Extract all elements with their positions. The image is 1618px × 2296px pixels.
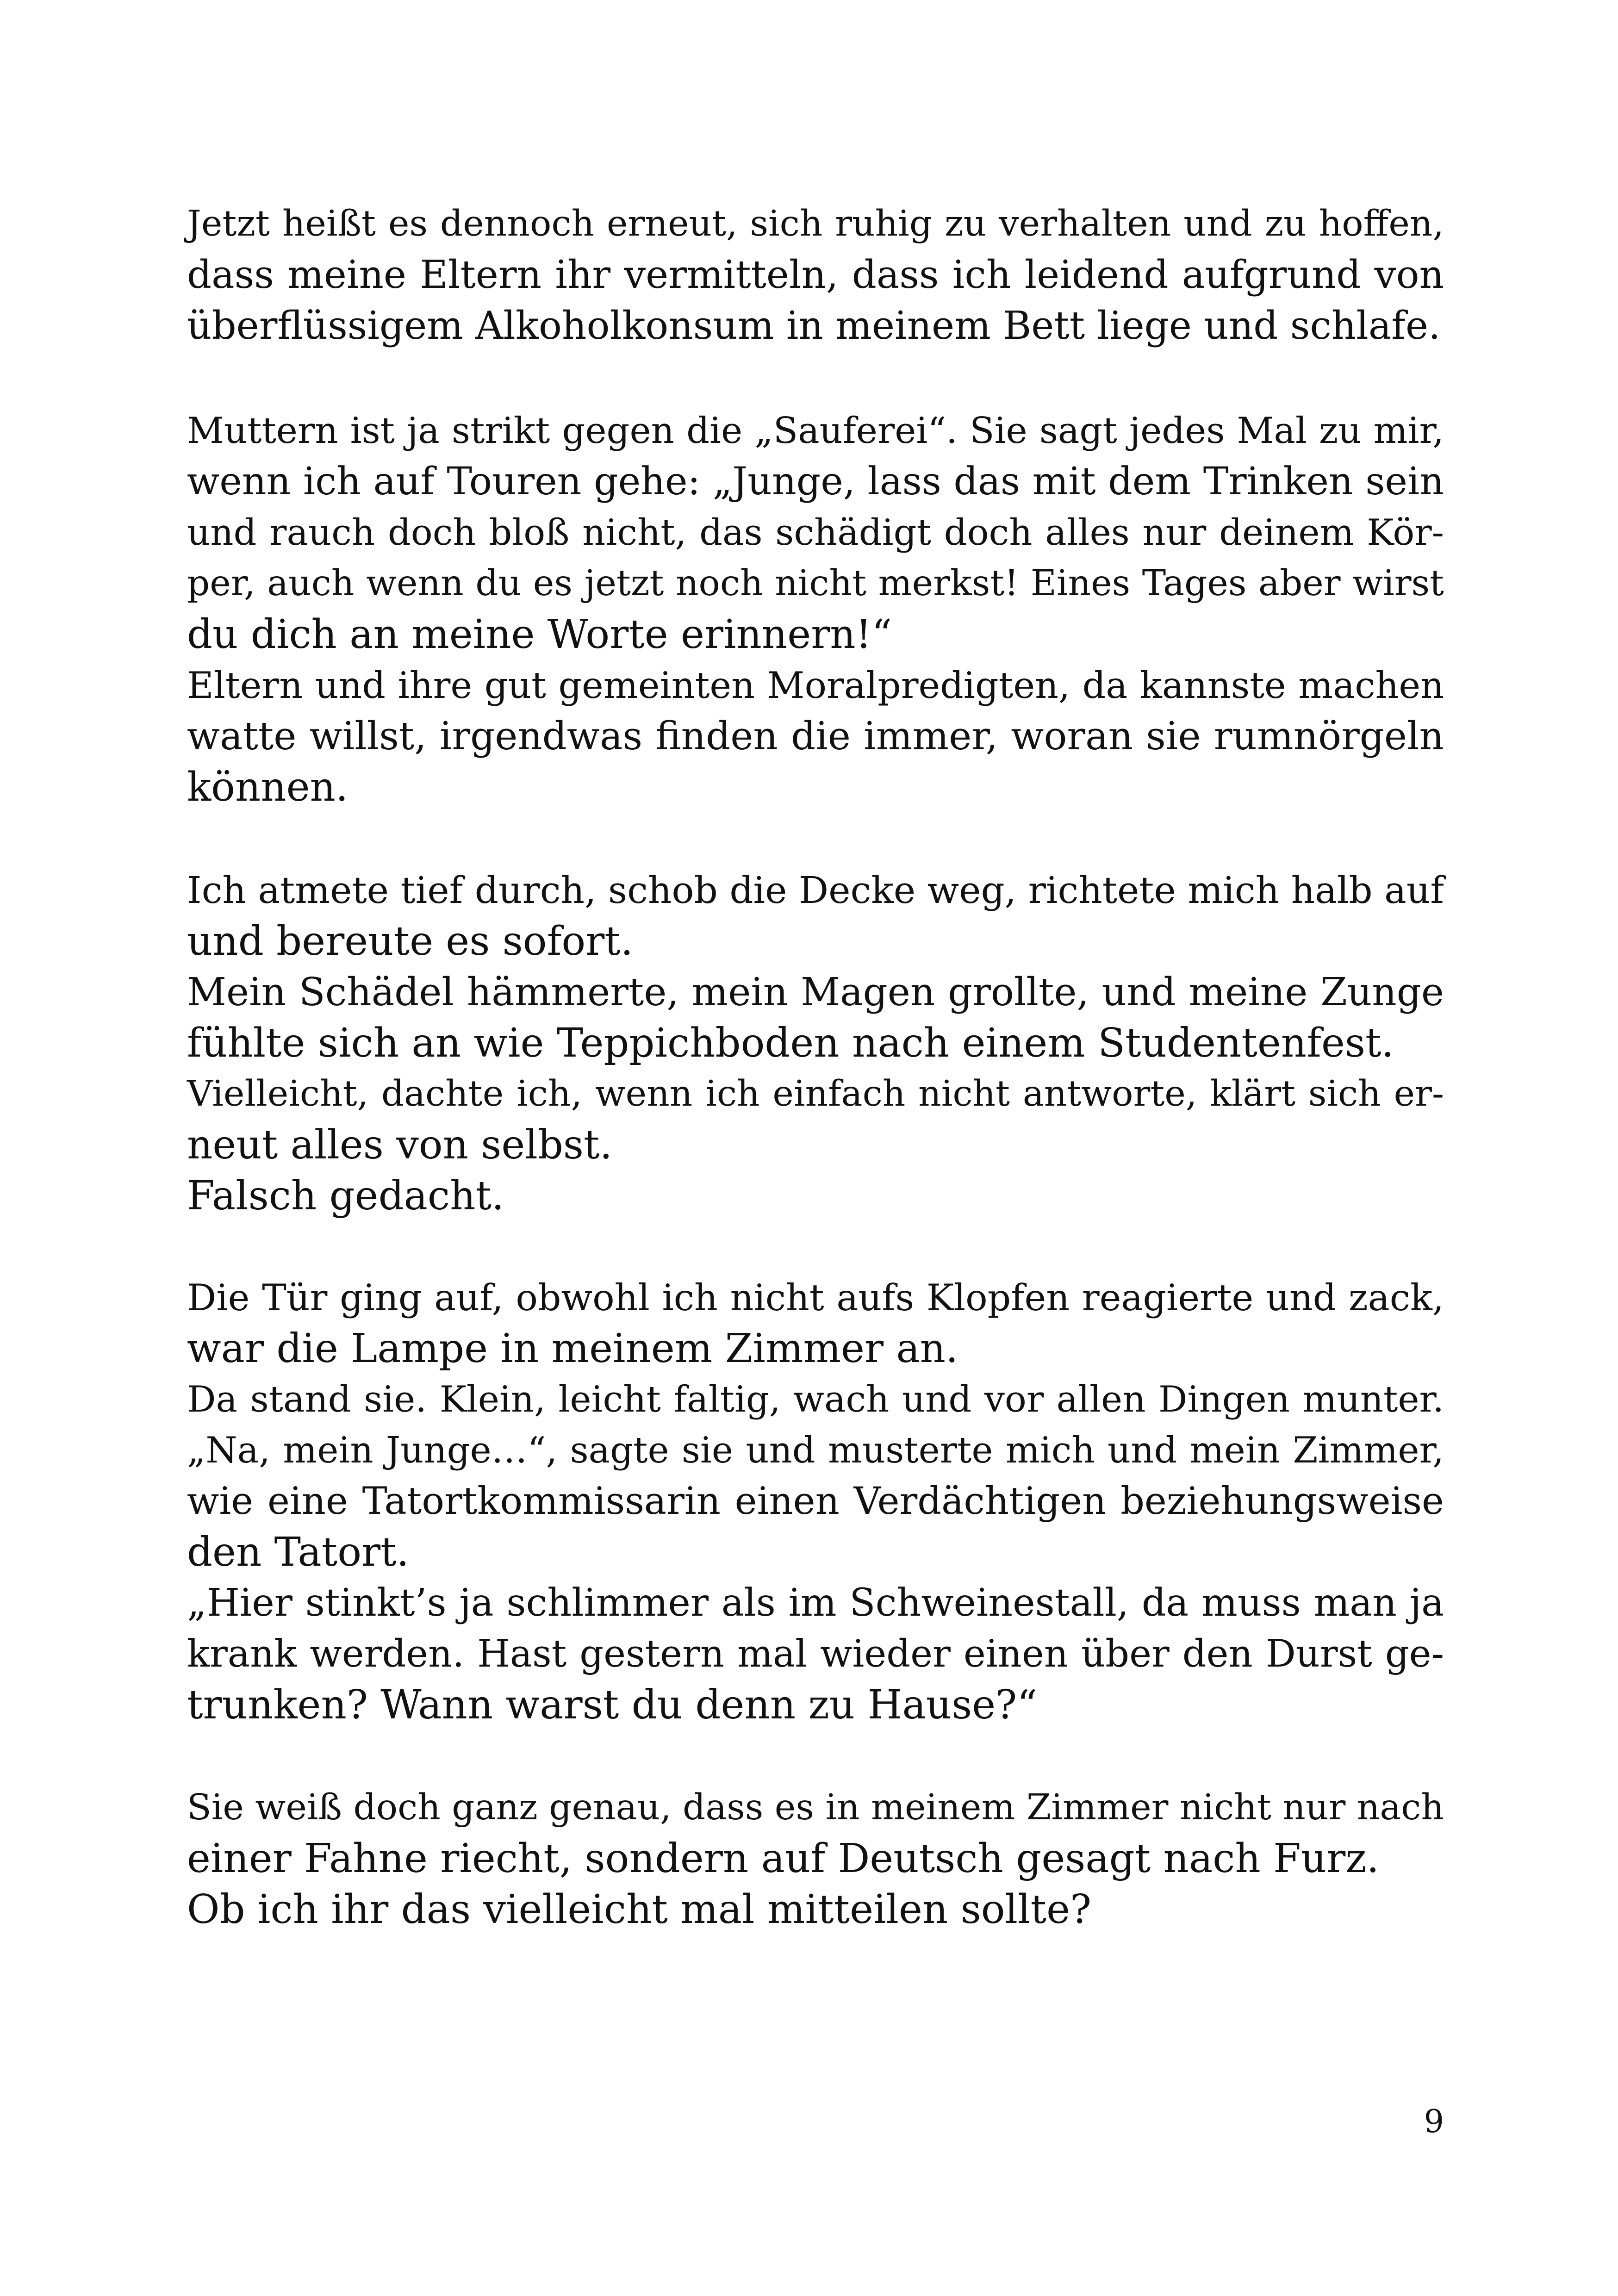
text-line: Ich atmete tief durch, schob die Decke weg, richtete mich halb auf xyxy=(187,869,1444,912)
text-line: Da stand sie. Klein, leicht faltig, wach und vor allen Dingen munter. xyxy=(187,1379,1444,1420)
text-line: dass meine Eltern ihr vermitteln, dass ich leidend aufgrund von xyxy=(187,252,1444,297)
page-number: 9 xyxy=(1424,2103,1444,2140)
text-line: Falsch gedacht. xyxy=(187,1173,504,1219)
text-line: krank werden. Hast gestern mal wieder einen über den Durst ge- xyxy=(187,1632,1444,1676)
text-line: Sie weiß doch ganz genau, dass es in meinem Zimmer nicht nur nach xyxy=(187,1787,1444,1828)
text-line: den Tatort. xyxy=(187,1529,409,1575)
text-line: „Hier stinkt’s ja schlimmer als im Schweinestall, da muss man ja xyxy=(187,1581,1444,1625)
text-line: du dich an meine Worte erinnern!“ xyxy=(187,611,892,658)
text-line: und rauch doch bloß nicht, das schädigt doch alles nur deinem Kör- xyxy=(187,512,1444,554)
text-line: einer Fahne riecht, sondern auf Deutsch gesagt nach Furz. xyxy=(187,1836,1379,1882)
text-line: Jetzt heißt es dennoch erneut, sich ruhig zu verhalten und zu hoffen, xyxy=(187,203,1444,244)
text-line: watte willst, irgendwas finden die immer, woran sie rumnörgeln xyxy=(187,714,1444,759)
text-line: Ob ich ihr das vielleicht mal mitteilen sollte? xyxy=(187,1886,1092,1933)
text-line: fühlte sich an wie Teppichboden nach einem Studentenfest. xyxy=(187,1020,1394,1066)
text-line: per, auch wenn du es jetzt noch nicht merkst! Eines Tages aber wirst xyxy=(187,563,1444,604)
text-line: Mein Schädel hämmerte, mein Magen grollte, und meine Zunge xyxy=(187,970,1444,1014)
text-line: war die Lampe in meinem Zimmer an. xyxy=(187,1325,958,1372)
text-line: können. xyxy=(187,764,348,810)
text-line: Die Tür ging auf, obwohl ich nicht aufs Klopfen reagierte und zack, xyxy=(187,1276,1444,1319)
text-line: „Na, mein Junge…“, sagte sie und musterte mich und mein Zimmer, xyxy=(187,1430,1444,1471)
text-line: trunken? Wann warst du denn zu Hause?“ xyxy=(187,1682,1038,1728)
text-line: wenn ich auf Touren gehe: „Junge, lass das mit dem Trinken sein xyxy=(187,460,1444,504)
text-line: Muttern ist ja strikt gegen die „Sauferei“. Sie sagt jedes Mal zu mir, xyxy=(187,410,1444,452)
text-line: Eltern und ihre gut gemeinten Moralpredigten, da kannste machen xyxy=(187,664,1444,707)
text-line: neut alles von selbst. xyxy=(187,1122,612,1168)
text-line: Vielleicht, dachte ich, wenn ich einfach nicht antworte, klärt sich er- xyxy=(187,1073,1444,1114)
text-line: wie eine Tatortkommissarin einen Verdächtigen beziehungsweise xyxy=(187,1480,1444,1523)
text-line: und bereute es sofort. xyxy=(187,918,634,964)
text-line: überflüssigem Alkoholkonsum in meinem Bett liege und schlafe. xyxy=(187,303,1441,348)
